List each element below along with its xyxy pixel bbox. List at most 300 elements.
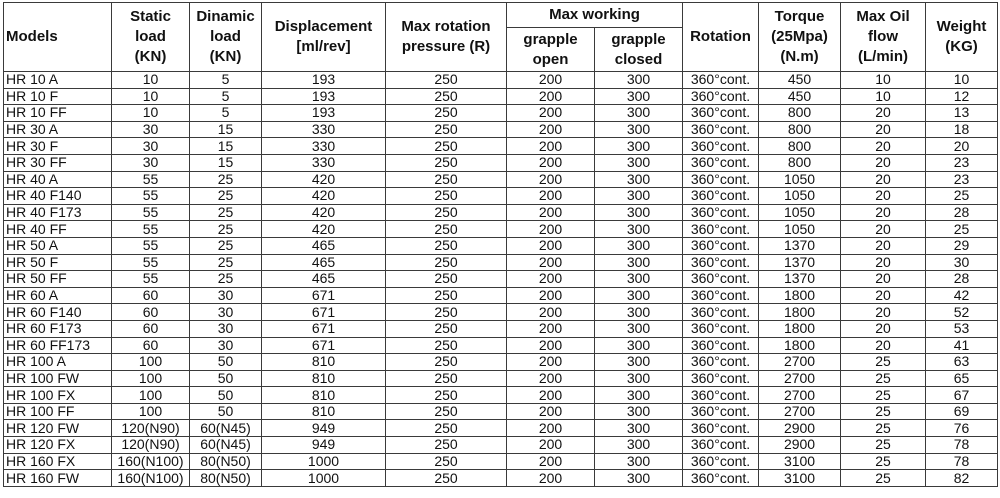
cell-torque: 2900 xyxy=(759,420,841,437)
cell-torque: 1050 xyxy=(759,171,841,188)
cell-model: HR 50 FF xyxy=(4,271,112,288)
cell-dinamic-load: 15 xyxy=(190,138,262,155)
cell-static-load: 60 xyxy=(112,304,190,321)
cell-max-rotation-pressure: 250 xyxy=(386,387,507,404)
cell-grapple-closed: 300 xyxy=(595,320,683,337)
cell-weight: 69 xyxy=(926,403,998,420)
cell-max-rotation-pressure: 250 xyxy=(386,437,507,454)
cell-torque: 1800 xyxy=(759,304,841,321)
cell-dinamic-load: 80(N50) xyxy=(190,453,262,470)
cell-max-oil-flow: 20 xyxy=(841,337,926,354)
cell-torque: 1800 xyxy=(759,287,841,304)
cell-displacement: 949 xyxy=(262,420,386,437)
cell-weight: 82 xyxy=(926,470,998,487)
cell-max-oil-flow: 25 xyxy=(841,387,926,404)
cell-dinamic-load: 5 xyxy=(190,72,262,89)
cell-max-rotation-pressure: 250 xyxy=(386,121,507,138)
cell-dinamic-load: 5 xyxy=(190,105,262,122)
cell-weight: 23 xyxy=(926,171,998,188)
cell-max-rotation-pressure: 250 xyxy=(386,88,507,105)
cell-max-oil-flow: 20 xyxy=(841,121,926,138)
cell-rotation: 360°cont. xyxy=(683,171,759,188)
cell-dinamic-load: 50 xyxy=(190,403,262,420)
cell-grapple-open: 200 xyxy=(507,387,595,404)
cell-static-load: 100 xyxy=(112,354,190,371)
cell-rotation: 360°cont. xyxy=(683,88,759,105)
cell-max-oil-flow: 20 xyxy=(841,254,926,271)
cell-rotation: 360°cont. xyxy=(683,221,759,238)
cell-torque: 2700 xyxy=(759,403,841,420)
table-row xyxy=(4,354,998,371)
cell-model: HR 160 FW xyxy=(4,470,112,487)
cell-torque: 1370 xyxy=(759,237,841,254)
cell-dinamic-load: 15 xyxy=(190,121,262,138)
cell-model: HR 50 A xyxy=(4,237,112,254)
cell-rotation: 360°cont. xyxy=(683,72,759,89)
cell-grapple-closed: 300 xyxy=(595,287,683,304)
cell-model: HR 120 FX xyxy=(4,437,112,454)
cell-static-load: 160(N100) xyxy=(112,470,190,487)
cell-torque: 1800 xyxy=(759,337,841,354)
cell-rotation: 360°cont. xyxy=(683,470,759,487)
cell-model: HR 100 FX xyxy=(4,387,112,404)
cell-grapple-open: 200 xyxy=(507,453,595,470)
header-max-rotation-pressure-line2: pressure (R) xyxy=(401,38,491,55)
header-static-load-line1: Static xyxy=(130,8,171,25)
cell-model: HR 30 A xyxy=(4,121,112,138)
cell-torque: 1370 xyxy=(759,271,841,288)
cell-grapple-open: 200 xyxy=(507,72,595,89)
cell-displacement: 810 xyxy=(262,403,386,420)
cell-grapple-open: 200 xyxy=(507,420,595,437)
header-displacement-line1: Displacement xyxy=(274,18,373,35)
table-row xyxy=(4,188,998,205)
cell-weight: 52 xyxy=(926,304,998,321)
header-max-oil-flow-line3: (L/min) xyxy=(858,48,909,65)
cell-dinamic-load: 25 xyxy=(190,204,262,221)
cell-grapple-open: 200 xyxy=(507,138,595,155)
cell-dinamic-load: 30 xyxy=(190,337,262,354)
cell-max-rotation-pressure: 250 xyxy=(386,188,507,205)
table-row xyxy=(4,221,998,238)
table-row xyxy=(4,287,998,304)
cell-weight: 78 xyxy=(926,437,998,454)
cell-torque: 800 xyxy=(759,154,841,171)
cell-max-rotation-pressure: 250 xyxy=(386,271,507,288)
cell-grapple-closed: 300 xyxy=(595,304,683,321)
cell-grapple-closed: 300 xyxy=(595,88,683,105)
cell-model: HR 120 FW xyxy=(4,420,112,437)
cell-displacement: 330 xyxy=(262,121,386,138)
cell-weight: 20 xyxy=(926,138,998,155)
cell-grapple-open: 200 xyxy=(507,154,595,171)
cell-grapple-open: 200 xyxy=(507,121,595,138)
cell-grapple-open: 200 xyxy=(507,470,595,487)
cell-grapple-closed: 300 xyxy=(595,370,683,387)
cell-max-rotation-pressure: 250 xyxy=(386,320,507,337)
cell-grapple-open: 200 xyxy=(507,221,595,238)
cell-torque: 2700 xyxy=(759,387,841,404)
cell-displacement: 671 xyxy=(262,287,386,304)
cell-weight: 53 xyxy=(926,320,998,337)
cell-grapple-closed: 300 xyxy=(595,254,683,271)
cell-grapple-closed: 300 xyxy=(595,337,683,354)
cell-static-load: 55 xyxy=(112,188,190,205)
cell-rotation: 360°cont. xyxy=(683,354,759,371)
cell-displacement: 465 xyxy=(262,254,386,271)
header-row-top xyxy=(4,3,998,28)
cell-model: HR 40 FF xyxy=(4,221,112,238)
cell-rotation: 360°cont. xyxy=(683,437,759,454)
cell-grapple-closed: 300 xyxy=(595,403,683,420)
cell-rotation: 360°cont. xyxy=(683,403,759,420)
header-displacement-line2: [ml/rev] xyxy=(296,38,351,55)
cell-displacement: 193 xyxy=(262,105,386,122)
cell-dinamic-load: 50 xyxy=(190,370,262,387)
table-row xyxy=(4,88,998,105)
header-torque-line2: (25Mpa) xyxy=(771,28,828,45)
cell-torque: 1050 xyxy=(759,188,841,205)
cell-rotation: 360°cont. xyxy=(683,420,759,437)
cell-max-rotation-pressure: 250 xyxy=(386,420,507,437)
header-grapple-closed-line1: grapple xyxy=(611,30,666,48)
header-static-load-line2: load xyxy=(135,28,166,45)
cell-rotation: 360°cont. xyxy=(683,271,759,288)
cell-displacement: 810 xyxy=(262,370,386,387)
cell-max-rotation-pressure: 250 xyxy=(386,204,507,221)
header-dinamic-load-line2: load xyxy=(210,28,241,45)
cell-static-load: 55 xyxy=(112,254,190,271)
cell-grapple-closed: 300 xyxy=(595,72,683,89)
cell-model: HR 60 F173 xyxy=(4,320,112,337)
cell-model: HR 50 F xyxy=(4,254,112,271)
header-max-rotation-pressure xyxy=(386,3,507,72)
header-grapple-open-line2: open xyxy=(532,50,569,68)
cell-dinamic-load: 60(N45) xyxy=(190,420,262,437)
cell-max-rotation-pressure: 250 xyxy=(386,337,507,354)
cell-max-rotation-pressure: 250 xyxy=(386,171,507,188)
cell-model: HR 10 A xyxy=(4,72,112,89)
cell-displacement: 810 xyxy=(262,354,386,371)
cell-displacement: 465 xyxy=(262,271,386,288)
cell-model: HR 40 F140 xyxy=(4,188,112,205)
cell-model: HR 10 F xyxy=(4,88,112,105)
table-row xyxy=(4,138,998,155)
cell-grapple-closed: 300 xyxy=(595,237,683,254)
cell-dinamic-load: 5 xyxy=(190,88,262,105)
table-row xyxy=(4,387,998,404)
cell-dinamic-load: 60(N45) xyxy=(190,437,262,454)
cell-displacement: 420 xyxy=(262,171,386,188)
header-displacement xyxy=(262,3,386,72)
cell-dinamic-load: 80(N50) xyxy=(190,470,262,487)
table-row xyxy=(4,337,998,354)
cell-static-load: 55 xyxy=(112,237,190,254)
cell-weight: 63 xyxy=(926,354,998,371)
cell-torque: 800 xyxy=(759,138,841,155)
cell-dinamic-load: 25 xyxy=(190,171,262,188)
cell-max-rotation-pressure: 250 xyxy=(386,470,507,487)
cell-rotation: 360°cont. xyxy=(683,154,759,171)
cell-displacement: 330 xyxy=(262,138,386,155)
header-torque-line3: (N.m) xyxy=(780,48,819,65)
cell-grapple-open: 200 xyxy=(507,254,595,271)
cell-torque: 1370 xyxy=(759,254,841,271)
cell-grapple-closed: 300 xyxy=(595,271,683,288)
cell-dinamic-load: 30 xyxy=(190,287,262,304)
cell-grapple-closed: 300 xyxy=(595,204,683,221)
cell-weight: 41 xyxy=(926,337,998,354)
cell-max-oil-flow: 20 xyxy=(841,171,926,188)
cell-displacement: 671 xyxy=(262,337,386,354)
header-static-load xyxy=(112,3,190,72)
cell-weight: 13 xyxy=(926,105,998,122)
cell-max-rotation-pressure: 250 xyxy=(386,221,507,238)
cell-grapple-open: 200 xyxy=(507,88,595,105)
cell-static-load: 120(N90) xyxy=(112,437,190,454)
cell-grapple-open: 200 xyxy=(507,271,595,288)
cell-torque: 3100 xyxy=(759,470,841,487)
cell-max-oil-flow: 20 xyxy=(841,221,926,238)
cell-grapple-open: 200 xyxy=(507,237,595,254)
cell-dinamic-load: 25 xyxy=(190,188,262,205)
cell-grapple-closed: 300 xyxy=(595,188,683,205)
cell-torque: 800 xyxy=(759,105,841,122)
header-dinamic-load-line3: (KN) xyxy=(209,48,242,65)
cell-max-rotation-pressure: 250 xyxy=(386,154,507,171)
cell-max-oil-flow: 25 xyxy=(841,453,926,470)
cell-torque: 3100 xyxy=(759,453,841,470)
cell-max-oil-flow: 25 xyxy=(841,437,926,454)
cell-static-load: 10 xyxy=(112,88,190,105)
cell-model: HR 60 FF173 xyxy=(4,337,112,354)
cell-rotation: 360°cont. xyxy=(683,105,759,122)
cell-rotation: 360°cont. xyxy=(683,188,759,205)
cell-displacement: 465 xyxy=(262,237,386,254)
cell-static-load: 10 xyxy=(112,72,190,89)
cell-grapple-open: 200 xyxy=(507,354,595,371)
table-row xyxy=(4,304,998,321)
cell-torque: 2700 xyxy=(759,354,841,371)
cell-weight: 28 xyxy=(926,271,998,288)
cell-grapple-closed: 300 xyxy=(595,154,683,171)
cell-max-oil-flow: 20 xyxy=(841,154,926,171)
cell-displacement: 420 xyxy=(262,204,386,221)
cell-weight: 42 xyxy=(926,287,998,304)
cell-max-rotation-pressure: 250 xyxy=(386,370,507,387)
cell-max-oil-flow: 20 xyxy=(841,138,926,155)
cell-model: HR 60 F140 xyxy=(4,304,112,321)
cell-displacement: 810 xyxy=(262,387,386,404)
cell-torque: 800 xyxy=(759,121,841,138)
cell-grapple-open: 200 xyxy=(507,287,595,304)
header-max-oil-flow-line1: Max Oil xyxy=(856,8,910,25)
cell-dinamic-load: 30 xyxy=(190,320,262,337)
cell-static-load: 55 xyxy=(112,221,190,238)
cell-torque: 2700 xyxy=(759,370,841,387)
cell-model: HR 100 A xyxy=(4,354,112,371)
cell-torque: 2900 xyxy=(759,437,841,454)
cell-max-oil-flow: 20 xyxy=(841,188,926,205)
cell-grapple-open: 200 xyxy=(507,437,595,454)
cell-rotation: 360°cont. xyxy=(683,387,759,404)
cell-model: HR 30 F xyxy=(4,138,112,155)
cell-rotation: 360°cont. xyxy=(683,304,759,321)
header-grapple-closed xyxy=(595,28,683,72)
cell-weight: 29 xyxy=(926,237,998,254)
cell-torque: 450 xyxy=(759,72,841,89)
cell-max-rotation-pressure: 250 xyxy=(386,304,507,321)
cell-static-load: 30 xyxy=(112,138,190,155)
table-row xyxy=(4,72,998,89)
header-max-oil-flow xyxy=(841,3,926,72)
table-row xyxy=(4,370,998,387)
cell-rotation: 360°cont. xyxy=(683,204,759,221)
table-row xyxy=(4,204,998,221)
cell-dinamic-load: 25 xyxy=(190,271,262,288)
cell-max-oil-flow: 20 xyxy=(841,320,926,337)
cell-static-load: 55 xyxy=(112,171,190,188)
cell-dinamic-load: 25 xyxy=(190,254,262,271)
cell-displacement: 193 xyxy=(262,88,386,105)
cell-weight: 65 xyxy=(926,370,998,387)
cell-max-oil-flow: 20 xyxy=(841,105,926,122)
cell-displacement: 1000 xyxy=(262,453,386,470)
table-row xyxy=(4,105,998,122)
cell-grapple-closed: 300 xyxy=(595,453,683,470)
header-models: Models xyxy=(4,3,112,72)
header-grapple-open xyxy=(507,28,595,72)
cell-grapple-closed: 300 xyxy=(595,354,683,371)
cell-grapple-open: 200 xyxy=(507,204,595,221)
header-max-working: Max working xyxy=(507,3,683,28)
cell-max-oil-flow: 25 xyxy=(841,354,926,371)
cell-displacement: 1000 xyxy=(262,470,386,487)
cell-max-oil-flow: 25 xyxy=(841,403,926,420)
cell-grapple-closed: 300 xyxy=(595,105,683,122)
cell-weight: 28 xyxy=(926,204,998,221)
cell-static-load: 55 xyxy=(112,271,190,288)
cell-displacement: 420 xyxy=(262,221,386,238)
cell-static-load: 30 xyxy=(112,121,190,138)
cell-dinamic-load: 25 xyxy=(190,237,262,254)
header-dinamic-load xyxy=(190,3,262,72)
cell-displacement: 420 xyxy=(262,188,386,205)
cell-static-load: 100 xyxy=(112,370,190,387)
cell-weight: 78 xyxy=(926,453,998,470)
header-weight-line1: Weight xyxy=(936,18,987,35)
cell-grapple-closed: 300 xyxy=(595,387,683,404)
cell-weight: 30 xyxy=(926,254,998,271)
cell-dinamic-load: 50 xyxy=(190,387,262,404)
cell-displacement: 193 xyxy=(262,72,386,89)
cell-displacement: 671 xyxy=(262,320,386,337)
cell-grapple-open: 200 xyxy=(507,188,595,205)
cell-weight: 23 xyxy=(926,154,998,171)
header-max-rotation-pressure-line1: Max rotation xyxy=(401,18,491,35)
cell-static-load: 100 xyxy=(112,403,190,420)
cell-model: HR 40 F173 xyxy=(4,204,112,221)
cell-rotation: 360°cont. xyxy=(683,337,759,354)
cell-max-rotation-pressure: 250 xyxy=(386,105,507,122)
cell-torque: 1050 xyxy=(759,204,841,221)
cell-grapple-open: 200 xyxy=(507,320,595,337)
cell-weight: 67 xyxy=(926,387,998,404)
table-row xyxy=(4,420,998,437)
cell-max-rotation-pressure: 250 xyxy=(386,237,507,254)
cell-grapple-closed: 300 xyxy=(595,470,683,487)
spec-table-container xyxy=(3,2,997,496)
cell-grapple-closed: 300 xyxy=(595,420,683,437)
header-grapple-open-line1: grapple xyxy=(523,30,578,48)
header-weight-line2: (KG) xyxy=(945,38,978,55)
header-torque xyxy=(759,3,841,72)
cell-rotation: 360°cont. xyxy=(683,237,759,254)
table-row xyxy=(4,470,998,487)
cell-max-oil-flow: 10 xyxy=(841,72,926,89)
cell-max-oil-flow: 10 xyxy=(841,88,926,105)
cell-grapple-closed: 300 xyxy=(595,221,683,238)
cell-rotation: 360°cont. xyxy=(683,287,759,304)
cell-model: HR 10 FF xyxy=(4,105,112,122)
cell-static-load: 60 xyxy=(112,287,190,304)
cell-rotation: 360°cont. xyxy=(683,320,759,337)
table-row xyxy=(4,437,998,454)
cell-max-oil-flow: 25 xyxy=(841,370,926,387)
cell-max-rotation-pressure: 250 xyxy=(386,287,507,304)
cell-rotation: 360°cont. xyxy=(683,121,759,138)
header-grapple-closed-line2: closed xyxy=(614,50,663,68)
cell-dinamic-load: 50 xyxy=(190,354,262,371)
cell-static-load: 30 xyxy=(112,154,190,171)
cell-weight: 10 xyxy=(926,72,998,89)
cell-static-load: 55 xyxy=(112,204,190,221)
cell-grapple-closed: 300 xyxy=(595,121,683,138)
table-row xyxy=(4,271,998,288)
cell-static-load: 120(N90) xyxy=(112,420,190,437)
cell-max-rotation-pressure: 250 xyxy=(386,453,507,470)
header-max-oil-flow-line2: flow xyxy=(868,28,899,45)
header-torque-line1: Torque xyxy=(774,8,825,25)
cell-max-rotation-pressure: 250 xyxy=(386,354,507,371)
table-body xyxy=(4,72,998,487)
cell-model: HR 40 A xyxy=(4,171,112,188)
cell-grapple-closed: 300 xyxy=(595,437,683,454)
cell-rotation: 360°cont. xyxy=(683,138,759,155)
cell-grapple-open: 200 xyxy=(507,337,595,354)
cell-model: HR 160 FX xyxy=(4,453,112,470)
cell-grapple-open: 200 xyxy=(507,403,595,420)
cell-max-oil-flow: 20 xyxy=(841,204,926,221)
cell-dinamic-load: 25 xyxy=(190,221,262,238)
cell-grapple-open: 200 xyxy=(507,105,595,122)
cell-displacement: 671 xyxy=(262,304,386,321)
cell-dinamic-load: 15 xyxy=(190,154,262,171)
table-row xyxy=(4,403,998,420)
cell-weight: 76 xyxy=(926,420,998,437)
cell-rotation: 360°cont. xyxy=(683,370,759,387)
cell-displacement: 330 xyxy=(262,154,386,171)
cell-max-oil-flow: 20 xyxy=(841,304,926,321)
header-static-load-line3: (KN) xyxy=(134,48,167,65)
cell-max-oil-flow: 20 xyxy=(841,287,926,304)
cell-torque: 450 xyxy=(759,88,841,105)
cell-model: HR 30 FF xyxy=(4,154,112,171)
cell-grapple-open: 200 xyxy=(507,171,595,188)
cell-max-oil-flow: 20 xyxy=(841,237,926,254)
cell-grapple-open: 200 xyxy=(507,304,595,321)
cell-model: HR 100 FW xyxy=(4,370,112,387)
